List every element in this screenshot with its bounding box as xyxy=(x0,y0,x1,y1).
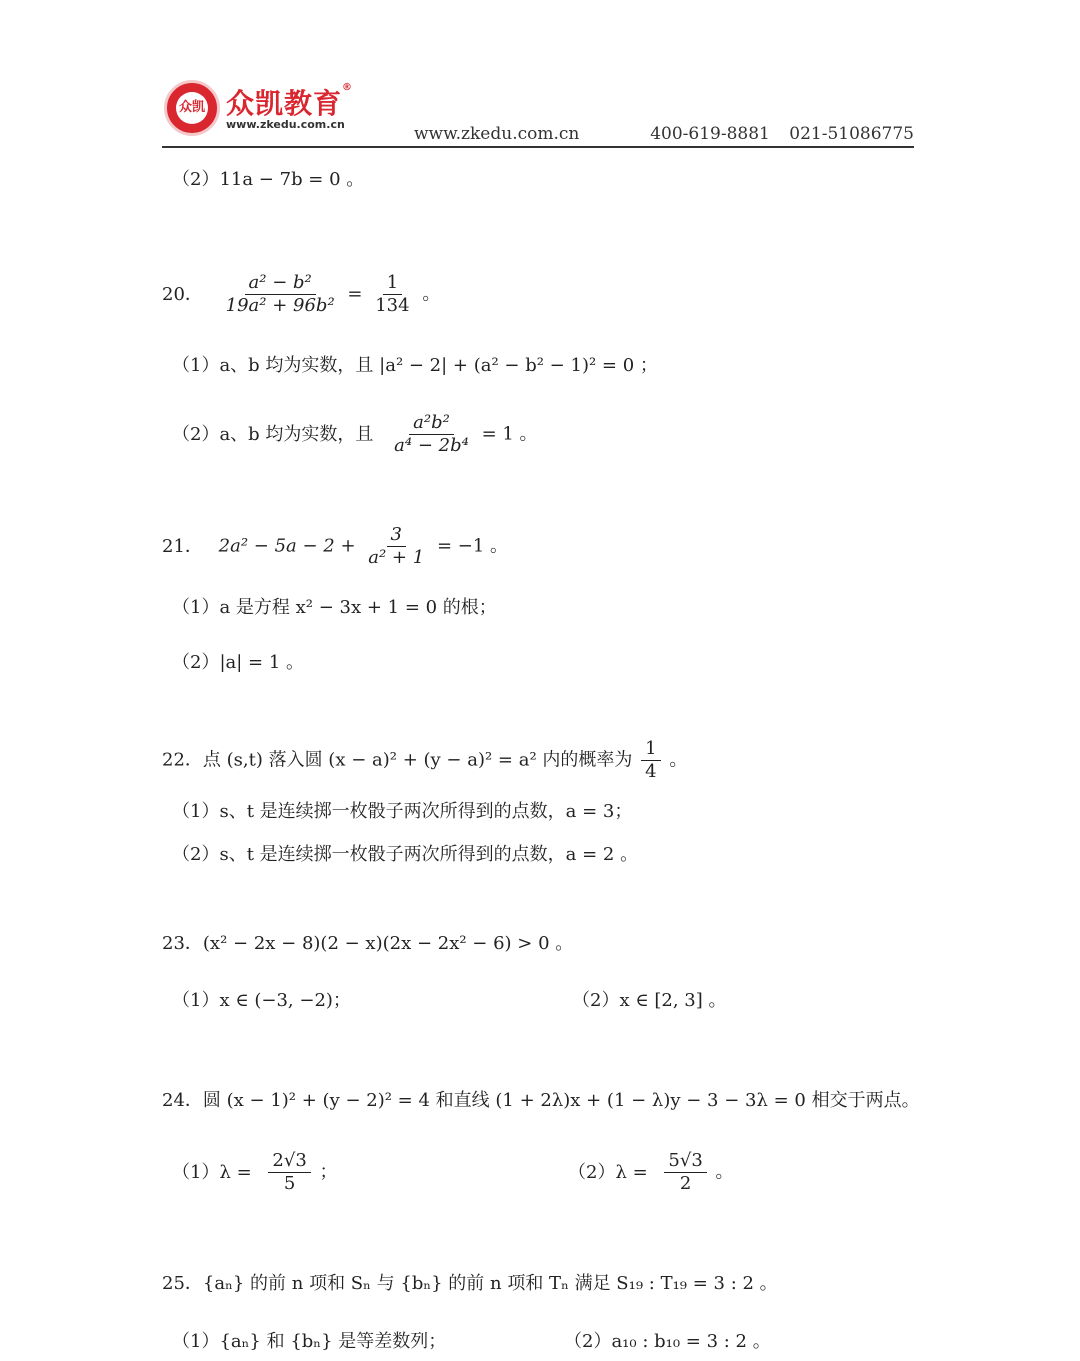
brand-name-text: 众凯教育 xyxy=(226,87,343,120)
q22-condition-2: （2）s、t 是连续掷一枚骰子两次所得到的点数，a = 2 。 xyxy=(172,844,639,865)
header-website: www.zkedu.com.cn xyxy=(414,124,580,144)
q24-c1-denominator: 5 xyxy=(283,1173,296,1194)
q22-fraction xyxy=(641,738,660,783)
q21-pre: 2a² − 5a − 2 + xyxy=(218,535,356,557)
q20-fraction-numerator: a² − b² xyxy=(245,272,316,295)
q24-c1-pre: （1）λ = xyxy=(172,1161,252,1183)
q20-rhs-numerator: 1 xyxy=(383,272,402,295)
q19-condition-2: （2）11a − 7b = 0 。 xyxy=(172,169,365,190)
brand-name: 众凯教育® xyxy=(226,82,354,120)
q25-condition-2: （2）a₁₀ : b₁₀ = 3 : 2 。 xyxy=(564,1331,771,1352)
q22-end: 。 xyxy=(669,749,688,771)
q24-c2-numerator: 5√3 xyxy=(664,1150,706,1173)
q21-number: 21． xyxy=(162,535,203,557)
q21-fraction xyxy=(364,524,428,569)
q21-numerator: 3 xyxy=(387,524,406,547)
q21-condition-2: （2）|a| = 1 。 xyxy=(172,652,305,673)
q20-fraction xyxy=(222,272,339,317)
q24-c2-post: 。 xyxy=(715,1161,734,1183)
q20-c2-numerator: a²b² xyxy=(409,412,454,435)
q20-c2-pre: （2）a、b 均为实数，且 xyxy=(172,423,374,445)
q24-c1-fraction xyxy=(268,1150,310,1195)
q23-condition-1: （1）x ∈ (−3, −2)； xyxy=(172,990,351,1011)
q20-condition-1: （1）a、b 均为实数，且 |a² − 2| + (a² − b² − 1)² = 0 ； xyxy=(172,355,658,376)
q25-statement: 25．{aₙ} 的前 n 项和 Sₙ 与 {bₙ} 的前 n 项和 Tₙ 满足 S₁₉ : T₁₉ = 3 : 2 。 xyxy=(162,1273,778,1294)
q22-condition-1: （1）s、t 是连续掷一枚骰子两次所得到的点数，a = 3； xyxy=(172,801,633,822)
q25-condition-1: （1）{aₙ} 和 {bₙ} 是等差数列； xyxy=(172,1331,447,1352)
q24-condition-2 xyxy=(568,1150,734,1195)
q24-c2-fraction xyxy=(664,1150,706,1195)
q20-equals: = xyxy=(347,283,363,305)
q22-pre: 22．点 (s,t) 落入圆 (x − a)² + (y − a)² = a² 内的概率为 xyxy=(162,749,633,771)
q21-condition-1: （1）a 是方程 x² − 3x + 1 = 0 的根； xyxy=(172,597,497,618)
q20-end: 。 xyxy=(422,283,441,305)
q20-c2-post: = 1 。 xyxy=(481,423,538,445)
q20-rhs-fraction xyxy=(371,272,413,317)
q24-c2-pre: （2）λ = xyxy=(568,1161,648,1183)
q22-denominator: 4 xyxy=(645,761,657,782)
q20-number: 20． xyxy=(162,283,203,305)
q20-rhs-denominator: 134 xyxy=(375,295,410,316)
q24-statement: 24．圆 (x − 1)² + (y − 2)² = 4 和直线 (1 + 2λ)x + (1 − λ)y − 3 − 3λ = 0 相交于两点。 xyxy=(162,1090,920,1111)
q20-statement xyxy=(162,272,440,317)
q22-numerator: 1 xyxy=(641,738,660,761)
q24-c2-denominator: 2 xyxy=(679,1173,692,1194)
q24-c1-numerator: 2√3 xyxy=(268,1150,310,1173)
q23-statement: 23．(x² − 2x − 8)(2 − x)(2x − 2x² − 6) > 0 。 xyxy=(162,933,574,954)
q21-statement xyxy=(162,524,508,569)
q20-c2-denominator: a⁴ − 2b⁴ xyxy=(394,435,469,456)
q24-c1-post: ； xyxy=(319,1161,338,1183)
logo-text: 众凯 xyxy=(176,92,208,124)
q21-denominator: a² + 1 xyxy=(368,547,425,568)
q22-statement xyxy=(162,738,687,783)
q20-fraction-denominator: 19a² + 96b² xyxy=(225,295,335,316)
q21-post: = −1 。 xyxy=(436,535,508,557)
header-divider xyxy=(162,146,914,148)
page-header xyxy=(162,78,914,148)
q20-condition-2 xyxy=(172,412,538,457)
q23-condition-2: （2）x ∈ [2, 3] 。 xyxy=(572,990,727,1011)
q20-c2-fraction xyxy=(390,412,473,457)
q24-condition-1 xyxy=(172,1150,338,1195)
brand-logo xyxy=(164,80,220,136)
brand-url: www.zkedu.com.cn xyxy=(226,118,345,131)
header-phones: 400-619-8881 021-51086775 xyxy=(650,124,914,144)
